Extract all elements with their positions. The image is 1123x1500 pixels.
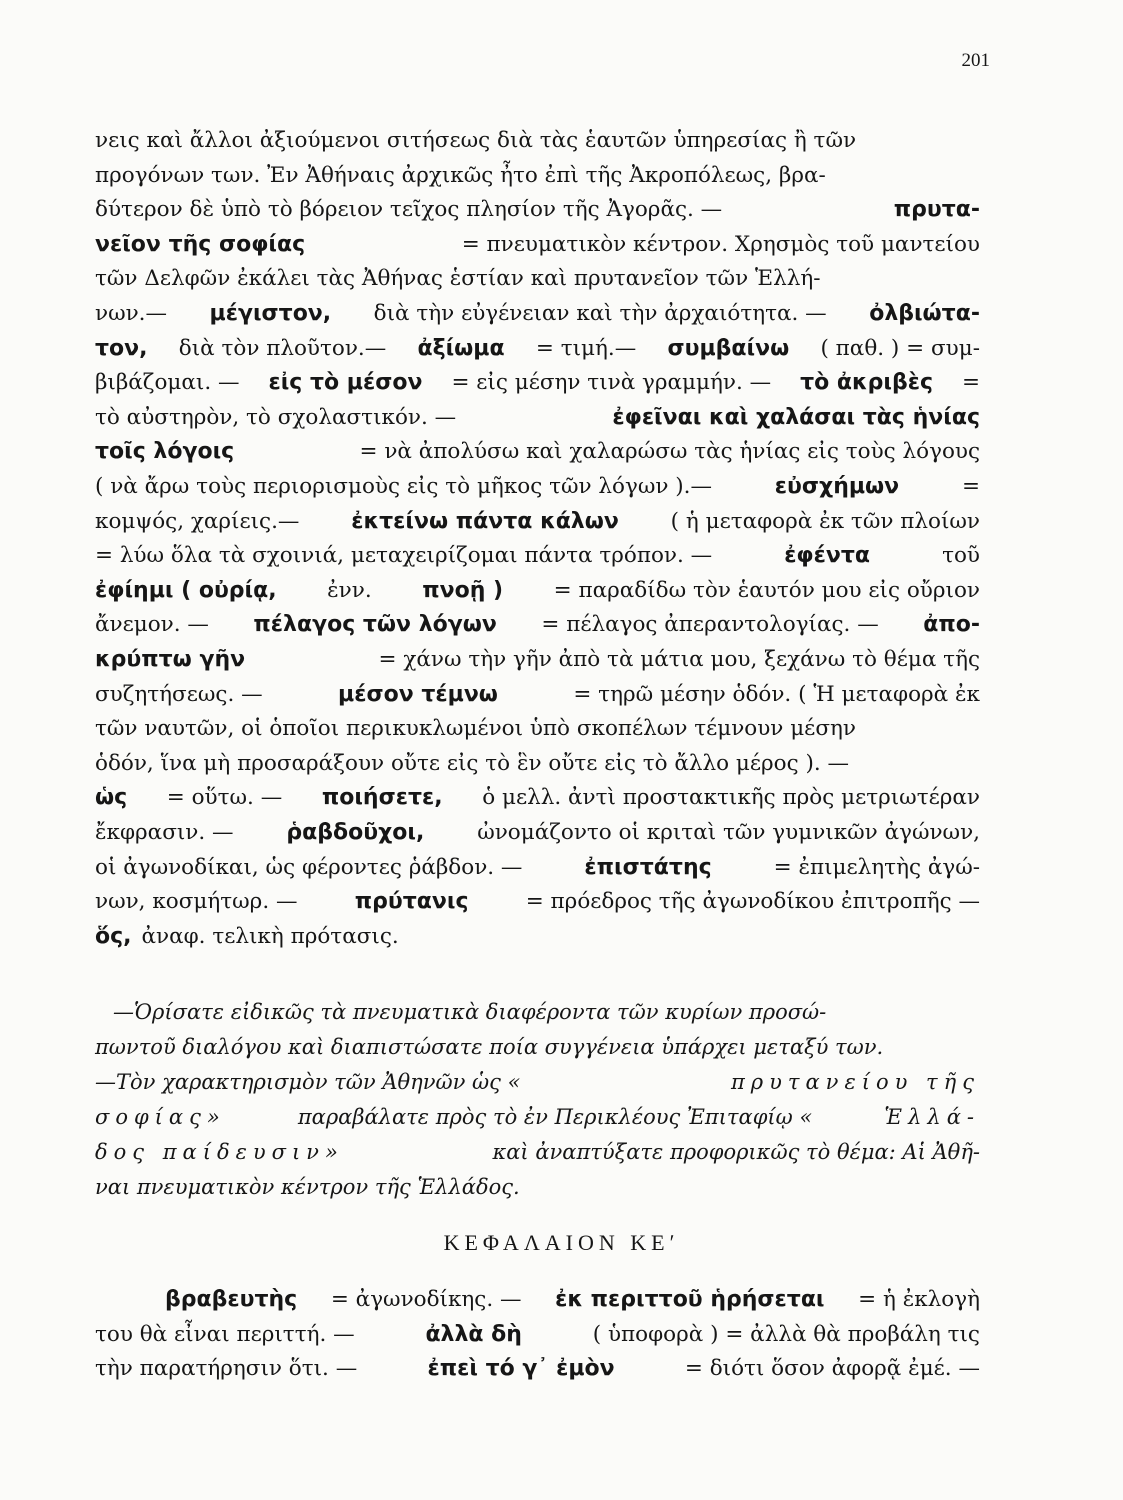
text-line xyxy=(95,820,980,856)
text-line xyxy=(95,716,980,752)
headword: ἐκ περιττοῦ ἡρήσεται xyxy=(555,1287,825,1312)
text-segment: = τιμή.— xyxy=(535,335,637,361)
headword: τον, xyxy=(95,335,148,361)
text-segment: —Τὸν χαρακτηρισμὸν τῶν Ἀθηνῶν ὡς « xyxy=(95,1070,521,1094)
text-line xyxy=(95,336,980,372)
text-segment: πρυτανείου τῆς xyxy=(730,1070,980,1094)
text-line xyxy=(95,370,980,406)
text-segment: —Ὁρίσατε εἰδικῶς τὰ πνευματικὰ διαφέροντα τῶν κυρίων προσώ- xyxy=(113,1000,827,1024)
text-line xyxy=(95,924,980,960)
text-segment: σοφίας» xyxy=(95,1105,226,1129)
text-segment: = xyxy=(961,370,980,396)
text-segment: του θὰ εἶναι περιττή. — xyxy=(95,1321,355,1347)
headword: ὀλβιώτα- xyxy=(869,301,980,326)
text-line xyxy=(95,1322,980,1358)
headword: ἐπεὶ τό γ᾽ ἐμὸν xyxy=(427,1356,615,1381)
text-line xyxy=(95,232,980,268)
headword: βραβευτὴς xyxy=(165,1287,298,1312)
headword: ποιήσετε, xyxy=(321,785,443,811)
headword: ἀλλὰ δὴ xyxy=(425,1321,522,1347)
text-segment: ( νὰ ἄρω τοὺς περιορισμοὺς εἰς τὸ μῆκος τῶν λόγων ).— xyxy=(95,474,712,499)
text-line xyxy=(95,682,980,718)
headword: τὸ ἀκριβὲς xyxy=(800,370,934,396)
text-segment: νεις καὶ ἄλλοι ἀξιούμενοι σιτήσεως διὰ τὰς ἑαυτῶν ὑπηρεσίας ἢ τῶν xyxy=(95,128,857,153)
text-segment: ( ἡ μεταφορὰ ἐκ τῶν πλοίων xyxy=(670,508,980,534)
text-segment: ναι πνευματικὸν κέντρον τῆς Ἑλλάδος. xyxy=(95,1175,520,1199)
text-line xyxy=(95,647,980,683)
text-segment: ἄνεμον. — xyxy=(95,612,209,638)
text-segment: διὰ τὴν εὐγένειαν καὶ τὴν ἀρχαιότητα. — xyxy=(373,301,827,326)
text-segment: τοῦ xyxy=(942,543,980,569)
text-segment: τῶν Δελφῶν ἐκάλει τὰς Ἀθήνας ἑστίαν καὶ πρυτανεῖον τῶν Ἑλλή- xyxy=(95,266,821,292)
headword: ἐκτείνω πάντα κάλων xyxy=(351,508,619,534)
text-segment: = πέλαγος ἀπεραντολογίας. — xyxy=(541,612,879,638)
headword: πέλαγος τῶν λόγων xyxy=(253,612,497,638)
text-segment: προγόνων των. Ἐν Ἀθήναις ἀρχικῶς ἦτο ἐπὶ τῆς Ἀκροπόλεως, βρα- xyxy=(95,162,826,188)
text-segment: τῶν ναυτῶν, οἱ ὁποῖοι περικυκλωμένοι ὑπὸ σκοπέλων τέμνουν μέσην xyxy=(95,716,856,742)
headword: ἀπο- xyxy=(923,612,980,638)
text-segment: = ἐπιμελητὴς ἀγώ- xyxy=(773,854,980,880)
headword: πνοῇ ) xyxy=(422,577,504,603)
text-line xyxy=(95,1035,980,1071)
text-segment: νων.— xyxy=(95,301,168,326)
text-segment: = διότι ὅσον ἀφορᾷ ἐμέ. — xyxy=(684,1356,980,1381)
text-line xyxy=(95,1356,980,1392)
headword: νεῖον τῆς σοφίας xyxy=(95,231,306,257)
text-segment: = χάνω τὴν γῆν ἀπὸ τὰ μάτια μου, ξεχάνω τὸ θέμα τῆς xyxy=(378,647,980,672)
text-segment: δος παίδευσιν» xyxy=(95,1140,344,1164)
headword: ἐφίημι ( οὐρίᾳ, xyxy=(95,577,277,603)
text-segment: οἱ ἀγωνοδίκαι, ὡς φέροντες ῥάβδον. — xyxy=(95,854,523,880)
text-segment: συζητήσεως. — xyxy=(95,681,263,707)
text-segment: = νὰ ἀπολύσω καὶ χαλαρώσω τὰς ἡνίας εἰς τοὺς λόγους xyxy=(359,439,980,465)
text-segment: ( παθ. ) = συμ- xyxy=(820,335,980,361)
headword: πρυτα- xyxy=(893,197,980,223)
headword: μέγιστον, xyxy=(209,301,332,326)
text-line xyxy=(113,1000,980,1036)
text-line xyxy=(95,439,980,475)
text-segment: ὠνομάζοντο οἱ κριταὶ τῶν γυμνικῶν ἀγώνων, xyxy=(477,820,980,845)
headword: πρύτανις xyxy=(354,889,469,915)
headword: ῥαβδοῦχοι, xyxy=(286,820,425,845)
text-line xyxy=(95,612,980,648)
text-segment: παραβάλατε πρὸς τὸ ἐν Περικλέους Ἐπιταφίῳ « xyxy=(297,1105,813,1129)
text-segment: ἀναφ. τελικὴ πρότασις. xyxy=(141,923,399,949)
text-segment: ὁδόν, ἵνα μὴ προσαράξουν οὔτε εἰς τὸ ἓν οὔτε εἰς τὸ ἄλλο μέρος ). — xyxy=(95,750,850,776)
text-segment: = λύω ὅλα τὰ σχοινιά, μεταχειρίζομαι πάντα τρόπον. — xyxy=(95,543,713,569)
headword: εἰς τὸ μέσον xyxy=(268,370,423,396)
text-segment: νων, κοσμήτωρ. — xyxy=(95,889,298,915)
text-segment: = πνευματικὸν κέντρον. Χρησμὸς τοῦ μαντείου xyxy=(461,231,980,257)
text-line xyxy=(95,163,980,199)
text-segment: = παραδίδω τὸν ἑαυτόν μου εἰς οὔριον xyxy=(553,577,980,603)
text-line xyxy=(95,509,980,545)
text-segment: τὴν παρατήρησιν ὅτι. — xyxy=(95,1356,358,1381)
text-line xyxy=(95,855,980,891)
headword: εὐσχήμων xyxy=(774,474,900,499)
text-segment: βιβάζομαι. — xyxy=(95,370,240,396)
headword: ὅς, xyxy=(95,923,132,949)
text-line xyxy=(95,128,980,164)
text-segment: = τηρῶ μέσην ὁδόν. ( Ἡ μεταφορὰ ἐκ xyxy=(573,681,980,707)
headword: τοῖς λόγοις xyxy=(95,439,235,465)
text-segment: ( ὑποφορὰ ) = ἀλλὰ θὰ προβάλη τις xyxy=(592,1321,980,1347)
text-segment: = xyxy=(961,474,980,499)
text-segment: = οὕτω. — xyxy=(166,785,283,811)
text-segment: διὰ τὸν πλοῦτον.— xyxy=(178,335,387,361)
text-segment: = πρόεδρος τῆς ἀγωνοδίκου ἐπιτροπῆς — xyxy=(525,889,980,915)
text-segment: ὁ μελλ. ἀντὶ προστακτικῆς πρὸς μετριωτέραν xyxy=(482,785,980,811)
text-line xyxy=(95,889,980,925)
text-line xyxy=(95,266,980,302)
text-segment: τὸ αὐστηρὸν, τὸ σχολαστικόν. — xyxy=(95,404,457,430)
headword: ἐφέντα xyxy=(784,543,871,569)
text-line xyxy=(95,1140,980,1176)
headword: ἐπιστάτης xyxy=(584,854,712,880)
text-line xyxy=(95,1070,980,1106)
text-line xyxy=(95,197,980,233)
text-line xyxy=(95,751,980,787)
text-line xyxy=(95,301,980,337)
page-number: 201 xyxy=(961,50,990,71)
text-segment: κομψός, χαρίεις.— xyxy=(95,508,300,534)
headword: ἀξίωμα xyxy=(417,335,505,361)
headword: ὡς xyxy=(95,785,128,811)
text-segment: πωντοῦ διαλόγου καὶ διαπιστώσατε ποία συγγένεια ὑπάρχει μεταξύ των. xyxy=(95,1035,884,1059)
text-line xyxy=(95,578,980,614)
text-line xyxy=(95,1105,980,1141)
text-line xyxy=(95,405,980,441)
headword: μέσον τέμνω xyxy=(338,681,498,707)
headword: ἐφεῖναι καὶ χαλάσαι τὰς ἡνίας xyxy=(612,404,980,430)
text-line xyxy=(95,1175,980,1211)
text-segment: ἔκφρασιν. — xyxy=(95,820,234,845)
text-line xyxy=(95,785,980,821)
text-segment: = εἰς μέσην τινὰ γραμμήν. — xyxy=(451,370,772,396)
text-segment: δύτερον δὲ ὑπὸ τὸ βόρειον τεῖχος πλησίον τῆς Ἀγορᾶς. — xyxy=(95,197,723,223)
text-segment: καὶ ἀναπτύξατε προφορικῶς τὸ θέμα: Αἱ Ἀθῆ- xyxy=(492,1140,980,1164)
headword: κρύπτω γῆν xyxy=(95,647,246,672)
text-segment: = ἡ ἐκλογὴ xyxy=(858,1287,980,1312)
text-segment: ἐνν. xyxy=(327,577,372,603)
text-line xyxy=(95,543,980,579)
text-line xyxy=(165,1287,980,1323)
chapter-heading: ΚΕΦΑΛΑΙΟΝ ΚΕʹ xyxy=(443,1230,680,1255)
headword: συμβαίνω xyxy=(667,335,790,361)
text-segment: = ἀγωνοδίκης. — xyxy=(330,1287,522,1312)
text-segment: Ἑλλά- xyxy=(884,1105,980,1129)
text-line xyxy=(95,474,980,510)
